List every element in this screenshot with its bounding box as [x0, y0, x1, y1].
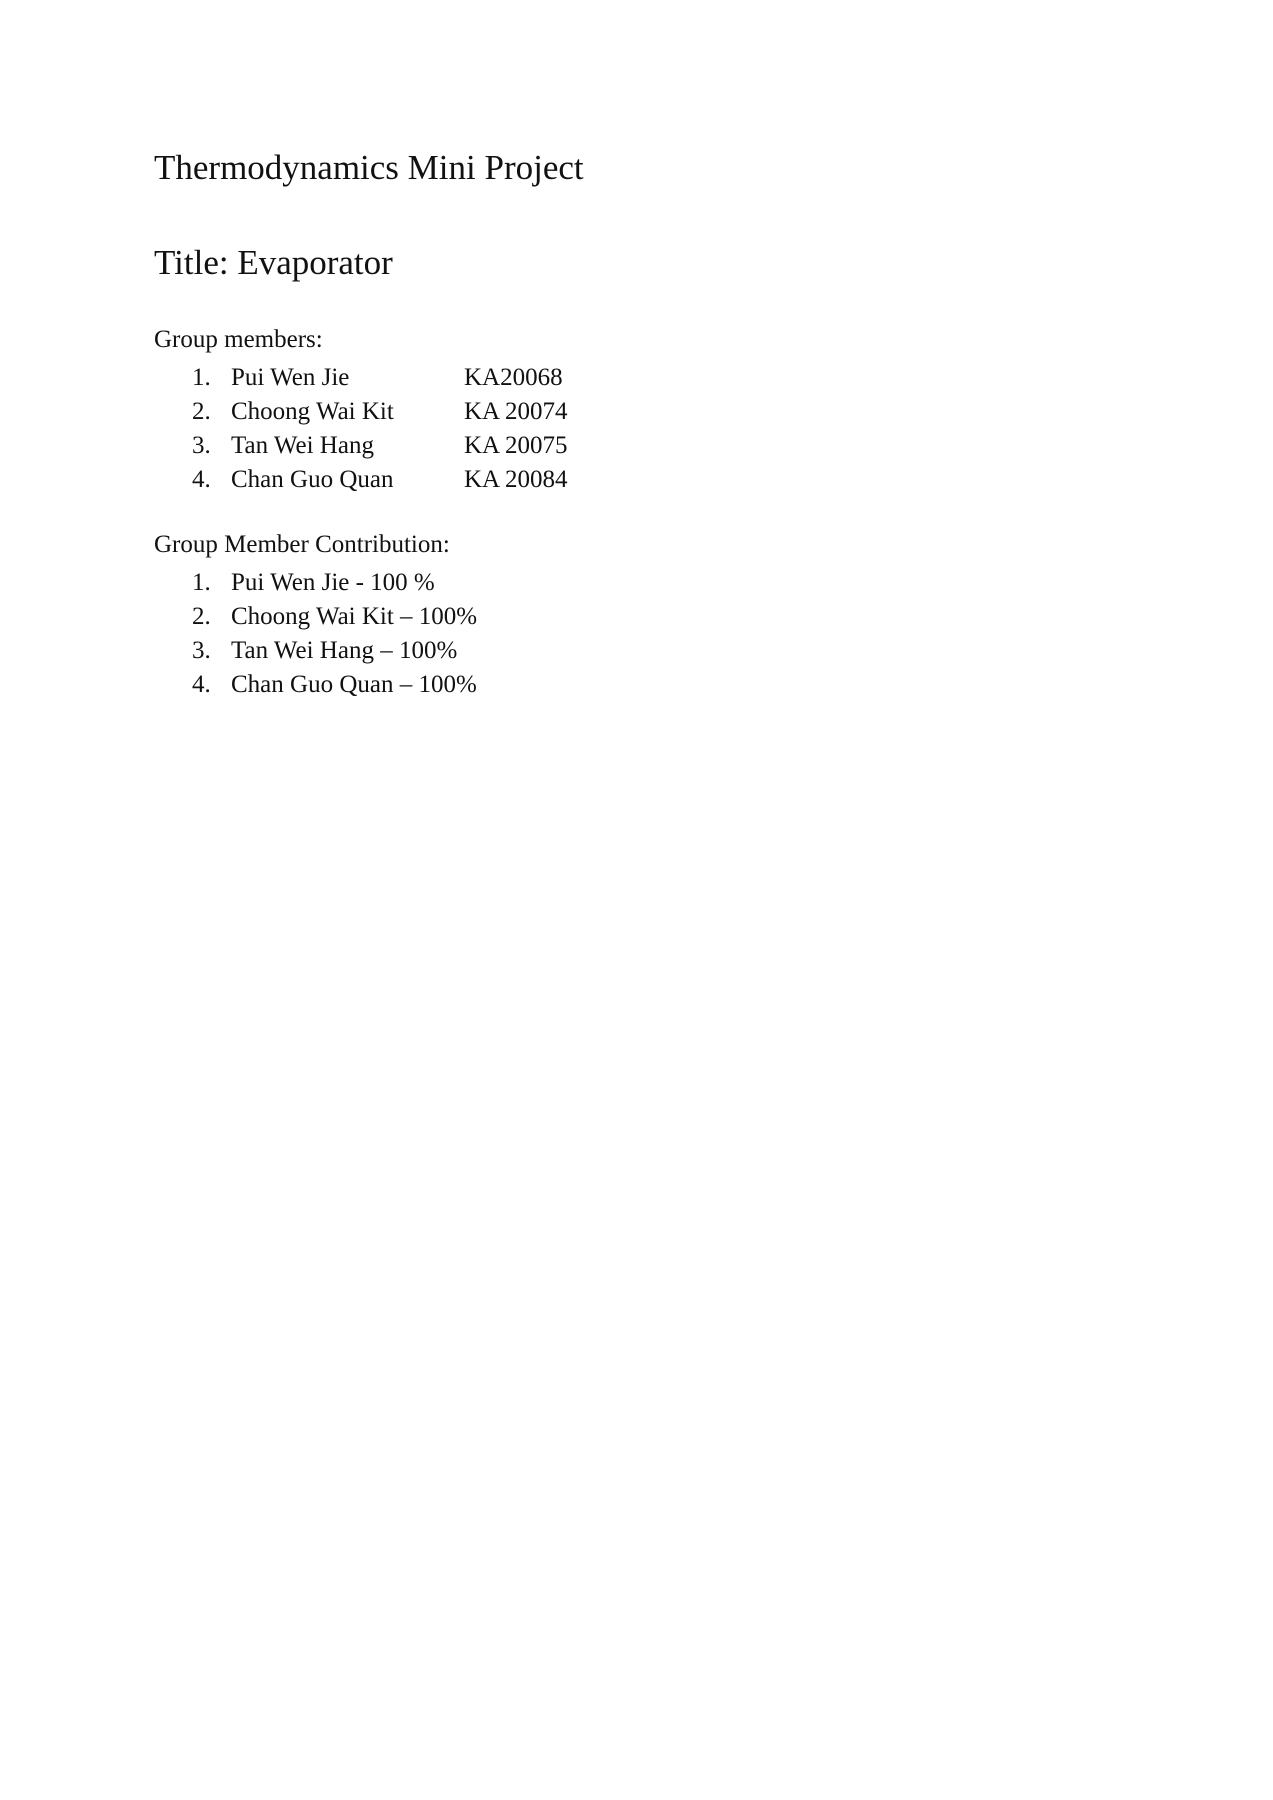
contribution-text: Pui Wen Jie - 100 %	[231, 569, 435, 596]
list-number: 2.	[192, 603, 211, 630]
member-id: KA 20074	[464, 398, 568, 425]
member-id: KA 20075	[464, 432, 568, 459]
member-id: KA20068	[464, 364, 563, 391]
list-number: 4.	[192, 466, 211, 493]
list-number: 1.	[192, 569, 211, 596]
document-title: Thermodynamics Mini Project	[154, 148, 584, 187]
contribution-text: Tan Wei Hang – 100%	[231, 637, 458, 664]
list-number: 2.	[192, 398, 211, 425]
list-number: 3.	[192, 637, 211, 664]
group-members-heading: Group members:	[154, 326, 323, 353]
list-number: 1.	[192, 364, 211, 391]
member-name: Chan Guo Quan	[231, 466, 394, 493]
member-name: Tan Wei Hang	[231, 432, 374, 459]
list-number: 4.	[192, 671, 211, 698]
contribution-text: Choong Wai Kit – 100%	[231, 603, 478, 630]
contribution-text: Chan Guo Quan – 100%	[231, 671, 477, 698]
document-subtitle: Title: Evaporator	[154, 243, 393, 282]
member-id: KA 20084	[464, 466, 568, 493]
contribution-heading: Group Member Contribution:	[154, 531, 450, 558]
member-name: Choong Wai Kit	[231, 398, 394, 425]
member-name: Pui Wen Jie	[231, 364, 350, 391]
list-number: 3.	[192, 432, 211, 459]
